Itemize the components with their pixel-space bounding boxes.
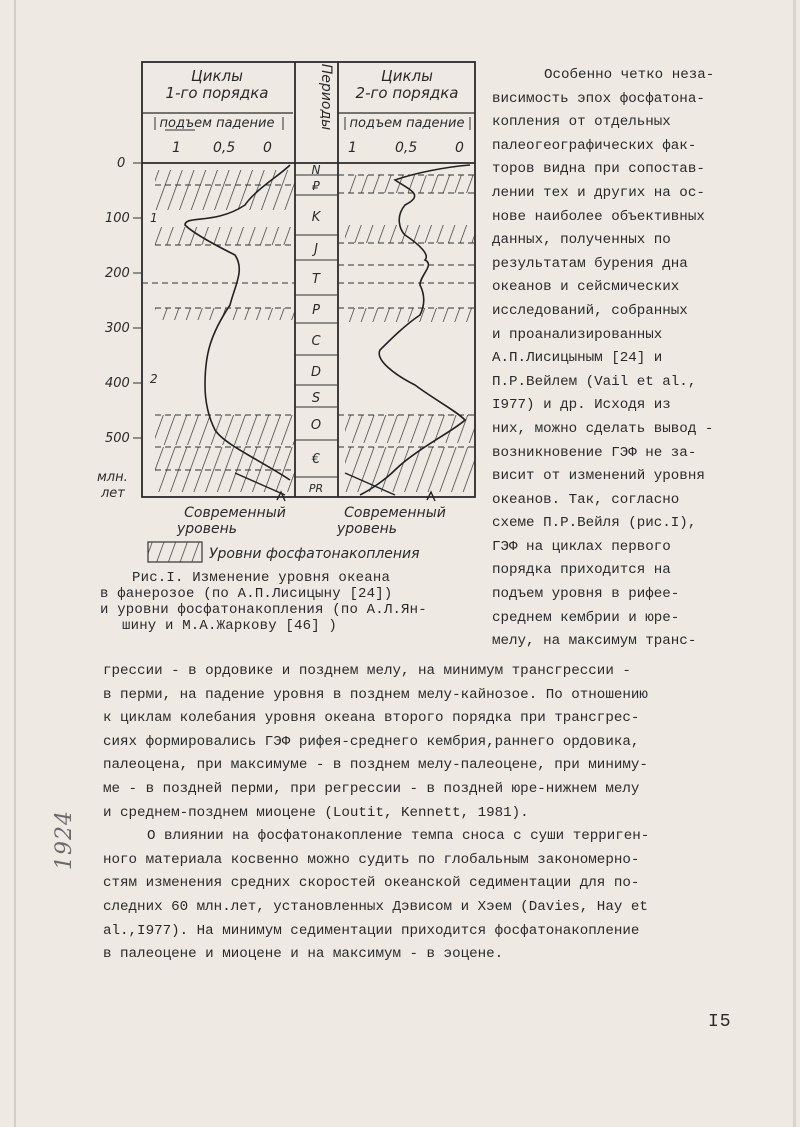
text-line: палеоцена, при максимуме - в позднем мелу-палеоцене, при миниму- [103, 757, 648, 774]
figure-svg [95, 55, 495, 575]
bottom-left-2: уровень [176, 521, 238, 537]
bottom-left-1: Современный [184, 505, 286, 521]
period-Pg: ₽ [312, 179, 320, 193]
y-unit-1: млн. [97, 470, 128, 485]
text-line: висимость эпох фосфатона- [492, 90, 705, 107]
header-right-1: Циклы [381, 67, 433, 85]
left-hatched-bands [142, 170, 295, 492]
scale-right-0: 0 [455, 140, 464, 156]
scale-left-0: 0 [263, 140, 272, 156]
caption-line: и уровни фосфатонакопления (по А.Л.Ян- [100, 602, 427, 618]
sea-level-figure [95, 55, 495, 575]
y-axis [97, 156, 158, 501]
y-tick-200: 200 [105, 266, 130, 281]
text-line: копления от отдельных [492, 114, 671, 131]
scale-left-05: 0,5 [213, 140, 236, 156]
figure-caption [100, 570, 480, 634]
text-line: П.Р.Вейлем (Vail et al., [492, 373, 697, 390]
text-line: подъем уровня в рифее- [492, 586, 680, 603]
y-unit-2: лет [101, 486, 125, 501]
cycle-mark-1: 1 [150, 211, 158, 225]
legend-label: Уровни фосфатонакопления [209, 546, 420, 562]
period-C: C [311, 334, 321, 349]
text-line: и проанализированных [492, 326, 663, 343]
text-line: результатам бурения дна [492, 255, 688, 272]
text-line: ного материала косвенно можно судить по глобальным закономерно- [103, 851, 640, 868]
text-line: ме - в поздней перми, при регрессии - в поздней юре-нижнем мелу [103, 780, 640, 797]
page-number: I5 [708, 1012, 732, 1032]
header-right-2: 2-го порядка [355, 84, 459, 102]
bottom-right-1: Современный [344, 505, 446, 521]
text-line: океанов и сейсмических [492, 279, 680, 296]
text-line: стям изменения средних скоростей океанской седиментации для по- [103, 875, 640, 892]
period-P: P [312, 303, 320, 318]
bottom-right-2: уровень [336, 521, 398, 537]
text-line: О влиянии на фосфатонакопление темпа сноса с суши терриген- [147, 828, 650, 845]
text-line: порядка приходится на [492, 562, 671, 579]
subheader-right: подъем падение [349, 116, 465, 131]
page-fold-line [14, 0, 16, 1127]
text-line: них, можно сделать вывод - [492, 420, 714, 437]
header-left-1: Циклы [191, 67, 243, 85]
legend-swatch [148, 542, 202, 562]
text-line: к циклам колебания уровня океана второго порядка при трансгрес- [103, 710, 640, 727]
y-tick-400: 400 [105, 376, 130, 391]
period-J: J [314, 242, 318, 257]
scale-right-05: 0,5 [395, 140, 418, 156]
text-line: среднем кембрии и юре- [492, 609, 680, 626]
text-line: грессии - в ордовике и позднем мелу, на минимум трансгрессии - [103, 663, 631, 679]
period-D: D [310, 365, 322, 380]
text-line: океанов. Так, согласно [492, 491, 680, 508]
subheader-left: подъем падение [159, 116, 275, 131]
right-hatched-bands [338, 175, 475, 492]
text-line: в палеоцене и миоцене и на максимум - в эоцене. [103, 946, 504, 963]
handwritten-margin-note: 1924 [52, 810, 77, 870]
body-text [103, 660, 763, 967]
text-line: мелу, на максимум транс- [492, 633, 697, 650]
right-sea-level-curve [360, 165, 470, 495]
text-line: I977) и др. Исходя из [492, 397, 671, 414]
page-edge-line [793, 0, 796, 1127]
period-K: K [311, 210, 321, 225]
text-line: Особенно четко неза- [544, 67, 715, 83]
text-line: висит от изменений уровня [492, 468, 705, 485]
text-line: в перми, на падение уровня в позднем мелу-кайнозое. По отношению [103, 686, 648, 703]
scale-right-1: 1 [348, 140, 357, 156]
period-T: T [312, 272, 320, 287]
caption-line: в фанерозое (по А.П.Лисицыну [24]) [100, 586, 393, 602]
period-S: S [311, 391, 321, 406]
period-PR: PR [308, 482, 324, 495]
header-left-2: 1-го порядка [165, 84, 269, 102]
period-O: O [310, 418, 322, 433]
y-tick-0: 0 [117, 156, 126, 171]
side-column-text [492, 64, 772, 654]
text-line: А.П.Лисицыным [24] и [492, 350, 663, 367]
period-Cm: € [311, 452, 321, 467]
text-line: исследований, собранных [492, 302, 688, 319]
caption-line: шину и М.А.Жаркову [46] ) [122, 618, 338, 634]
text-line: возникновение ГЭФ не за- [492, 444, 697, 461]
text-line: следних 60 млн.лет, установленных Дэвисом и Хэем (Davies, Hay et [103, 898, 648, 915]
text-line: сиях формировались ГЭФ рифея-среднего кембрия,раннего ордовика, [103, 733, 640, 750]
header-periods: Периоды [318, 63, 334, 131]
period-N: N [311, 163, 321, 177]
cycle-mark-2: 2 [150, 372, 158, 386]
text-line: и среднем-позднем миоцене (Loutit, Kennett, 1981). [103, 804, 529, 821]
caption-line: Рис.I. Изменение уровня океана [132, 570, 391, 586]
scale-left-1: 1 [172, 140, 181, 156]
text-line: палеогеографических фак- [492, 137, 697, 154]
text-line: схеме П.Р.Вейля (рис.I), [492, 515, 697, 532]
periods-column [295, 163, 338, 495]
y-tick-500: 500 [105, 431, 130, 446]
text-line: данных, полученных по [492, 232, 671, 249]
text-line: лении тех и других на ос- [492, 184, 705, 201]
text-line: ГЭФ на циклах первого [492, 538, 671, 555]
text-line: торов видна при сопостав- [492, 161, 705, 178]
y-tick-100: 100 [105, 211, 130, 226]
text-line: al.,I977). На минимум седиментации приходится фосфатонакопление [103, 922, 640, 939]
y-tick-300: 300 [105, 321, 130, 336]
text-line: нове наиболее объективных [492, 208, 705, 225]
